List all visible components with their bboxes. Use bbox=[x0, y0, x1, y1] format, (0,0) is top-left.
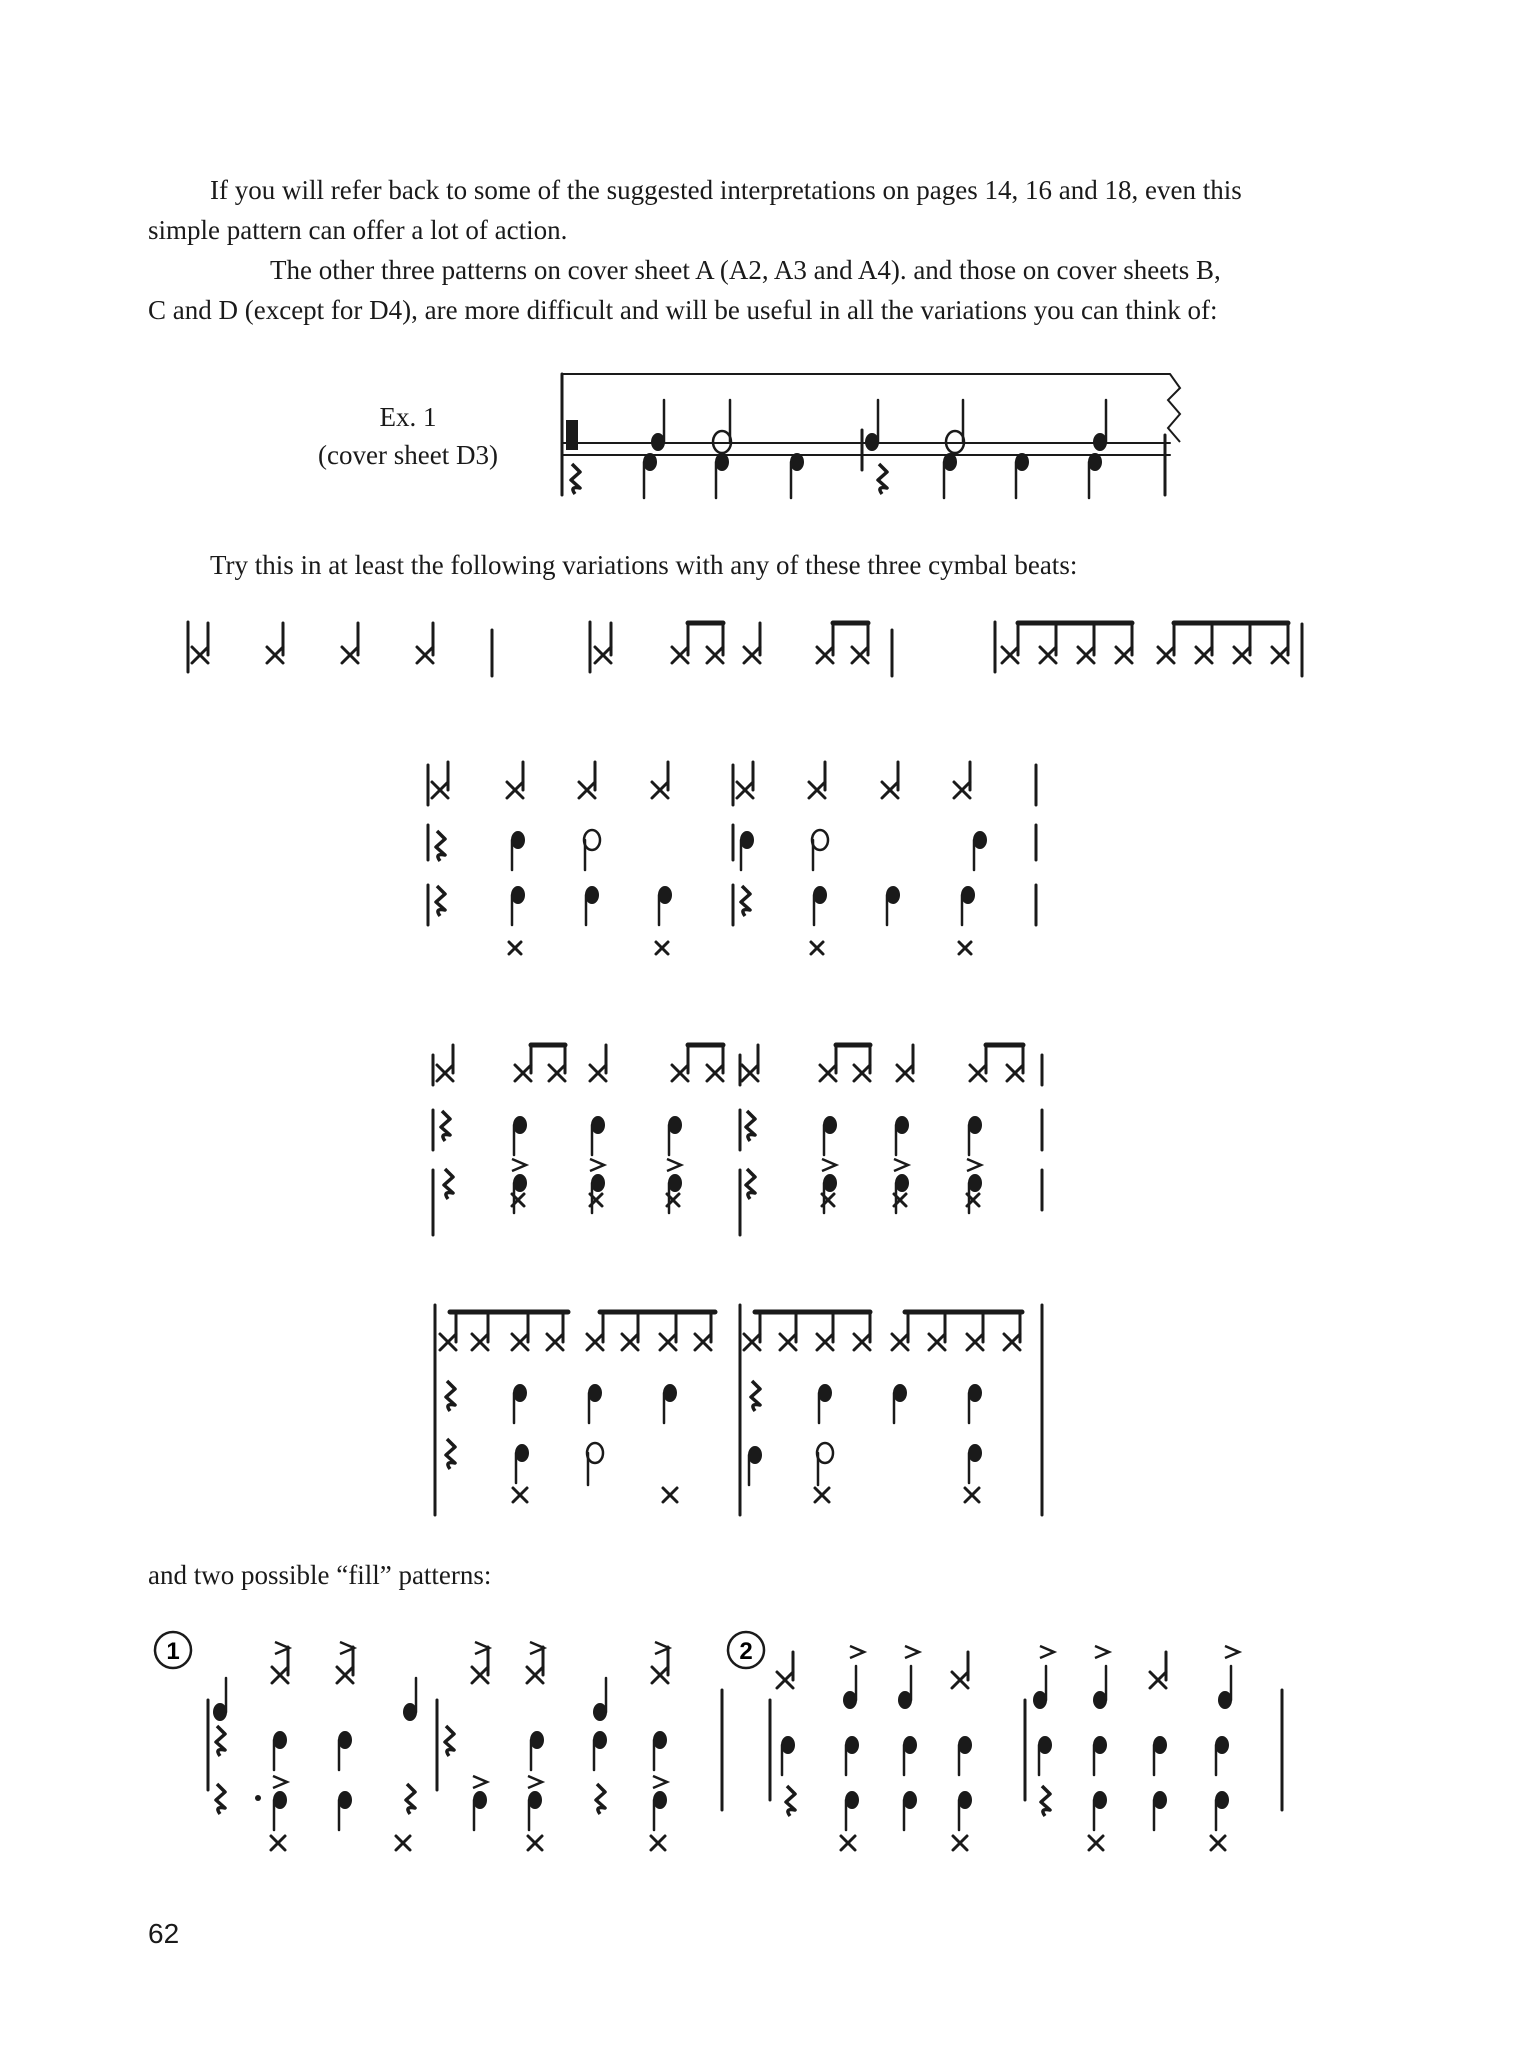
quarter-rest bbox=[436, 886, 445, 916]
quarter-rest bbox=[596, 1784, 605, 1814]
quarter-rest bbox=[751, 1381, 760, 1411]
accent-mark bbox=[528, 1776, 542, 1788]
quarter-rest bbox=[1041, 1786, 1050, 1816]
quarter-rest bbox=[444, 1169, 453, 1199]
try-instruction: Try this in at least the following variations with any of these three cymbal beats: bbox=[210, 550, 1078, 580]
quarter-rest bbox=[571, 464, 580, 494]
open-notehead bbox=[812, 830, 828, 850]
accent-mark bbox=[590, 1159, 604, 1171]
quarter-rest bbox=[216, 1726, 225, 1756]
accent-mark bbox=[667, 1159, 681, 1171]
open-notehead bbox=[584, 830, 600, 850]
accent-mark bbox=[822, 1159, 836, 1171]
quarter-rest bbox=[446, 1381, 455, 1411]
variation-1 bbox=[428, 762, 1036, 954]
accent-mark bbox=[894, 1159, 908, 1171]
quarter-rest bbox=[441, 1111, 450, 1141]
continuation-wave bbox=[1168, 374, 1180, 442]
filled-notehead bbox=[566, 420, 578, 450]
accent-mark bbox=[653, 1776, 667, 1788]
example-title: Ex. 1 bbox=[379, 402, 437, 432]
fill-marker-1: 1 bbox=[166, 1638, 180, 1665]
intro-line-3: The other three patterns on cover sheet A (A2, A3 and A4). and those on cover sheets B, bbox=[270, 255, 1221, 285]
accent-mark bbox=[473, 1776, 487, 1788]
intro-line-2: simple pattern can offer a lot of action. bbox=[148, 215, 568, 245]
quarter-rest bbox=[436, 831, 445, 861]
intro-line-4: C and D (except for D4), are more difficult and will be useful in all the variations you can think of: bbox=[148, 295, 1218, 325]
cymbal-beats bbox=[188, 622, 1302, 676]
accent-mark bbox=[905, 1646, 919, 1658]
fill-marker-2: 2 bbox=[739, 1638, 753, 1665]
quarter-rest bbox=[216, 1784, 225, 1814]
accent-mark bbox=[1225, 1646, 1239, 1658]
intro-line-1: If you will refer back to some of the suggested interpretations on pages 14, 16 and 18, even this bbox=[210, 175, 1242, 205]
quarter-rest bbox=[406, 1784, 415, 1814]
page-number: 62 bbox=[148, 1918, 180, 1949]
accent-mark bbox=[512, 1159, 526, 1171]
quarter-rest bbox=[878, 464, 887, 494]
open-notehead bbox=[817, 1443, 833, 1463]
variation-2 bbox=[433, 1045, 1042, 1235]
example-source: (cover sheet D3) bbox=[318, 440, 498, 470]
accent-mark bbox=[1095, 1646, 1109, 1658]
quarter-rest bbox=[786, 1786, 795, 1816]
fill-instruction: and two possible “fill” patterns: bbox=[148, 1560, 492, 1590]
quarter-rest bbox=[446, 1439, 455, 1469]
staccato-dot bbox=[255, 1795, 261, 1801]
accent-mark bbox=[850, 1646, 864, 1658]
quarter-rest bbox=[746, 1169, 755, 1199]
variation-3 bbox=[435, 1305, 1042, 1515]
fill-pattern-2 bbox=[770, 1646, 1282, 1850]
fill-pattern-1 bbox=[208, 1642, 722, 1850]
quarter-rest bbox=[746, 1111, 755, 1141]
accent-mark bbox=[273, 1776, 287, 1788]
open-notehead bbox=[587, 1443, 603, 1463]
quarter-rest bbox=[445, 1726, 454, 1756]
accent-mark bbox=[967, 1159, 981, 1171]
accent-mark bbox=[1040, 1646, 1054, 1658]
example-1-staff bbox=[562, 374, 1180, 498]
quarter-rest bbox=[741, 886, 750, 916]
fill-markers bbox=[155, 1632, 764, 1668]
